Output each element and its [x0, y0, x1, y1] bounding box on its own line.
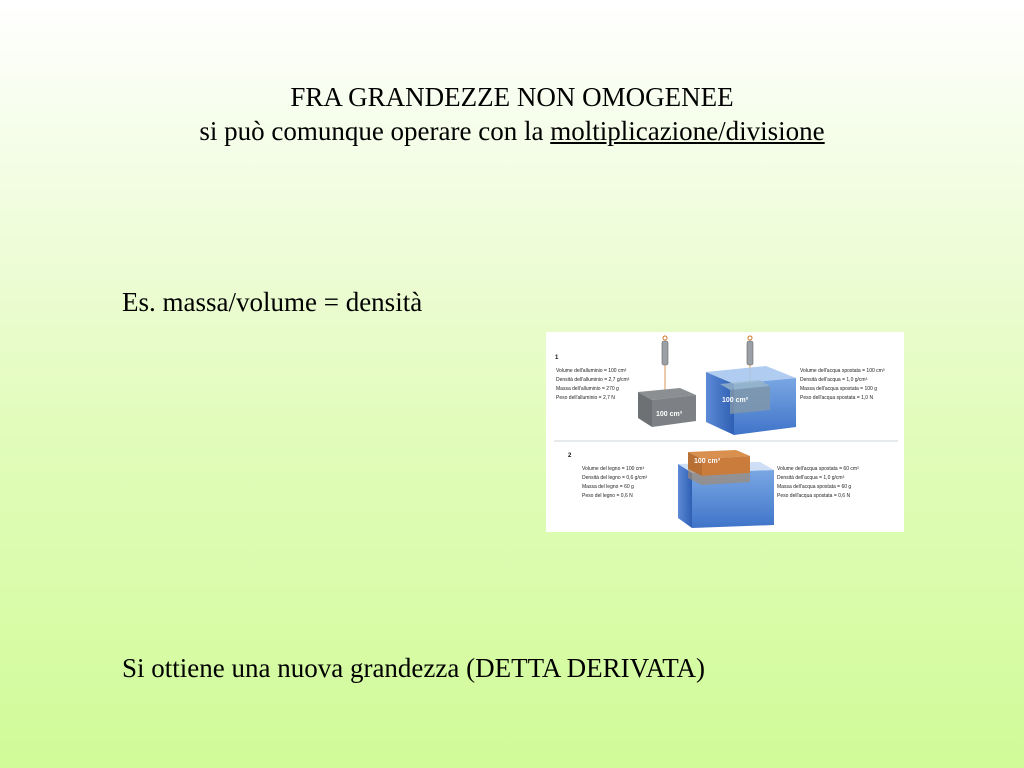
panel-1-right-label: Volume dell'acqua spostata = 100 cm³ — [800, 368, 885, 374]
panel-2-right-label: Peso dell'acqua spostata = 0,6 N — [777, 493, 851, 499]
panel-2-right-labels — [777, 466, 859, 499]
dynamometer-icon — [662, 336, 668, 390]
title-line-2-prefix: si può comunque operare con la — [199, 116, 551, 146]
density-figure — [546, 332, 904, 532]
panel-1-right-label: Peso dell'acqua spostata = 1,0 N — [800, 395, 874, 401]
cube-label: 100 cm³ — [722, 397, 749, 404]
density-illustration — [546, 332, 904, 532]
panel-1-right-label: Densità dell'acqua = 1,0 g/cm³ — [800, 377, 868, 383]
panel-2-right-label: Densità dell'acqua = 1,0 g/cm³ — [777, 475, 845, 481]
panel-1-left-label: Volume dell'alluminio = 100 cm³ — [556, 368, 627, 374]
title-line-2 — [0, 114, 1024, 148]
title-line-2-underlined: moltiplicazione/divisione — [550, 116, 825, 146]
panel-1-right-labels — [800, 368, 885, 401]
panel-1-right-label: Massa dell'acqua spostata = 100 g — [800, 386, 877, 392]
panel-1-number: 1 — [555, 355, 559, 361]
conclusion-text: Si ottiene una nuova grandezza (DETTA DERIVATA) — [122, 653, 706, 683]
aluminium-cube — [638, 388, 696, 427]
cube-label: 100 cm³ — [656, 411, 683, 418]
panel-2-left-label: Peso del legno = 0,6 N — [582, 493, 633, 499]
example-text: Es. massa/volume = densità — [122, 287, 423, 317]
panel-2-left-label: Densità del legno = 0,6 g/cm³ — [582, 475, 648, 481]
panel-2-left-label: Massa del legno = 60 g — [582, 484, 634, 490]
panel-1-left-label: Densità dell'alluminio = 2,7 g/cm³ — [556, 377, 630, 383]
panel-2-number: 2 — [568, 453, 572, 459]
cube-label: 100 cm³ — [694, 458, 721, 465]
panel-2-right-label: Massa dell'acqua spostata = 60 g — [777, 484, 852, 490]
wood-block — [688, 450, 750, 485]
panel-2-left-labels — [582, 466, 648, 499]
panel-2-left-label: Volume del legno = 100 cm³ — [582, 466, 645, 472]
slide-title — [0, 80, 1024, 148]
panel-1-left-label: Massa dell'alluminio = 270 g — [556, 386, 619, 392]
panel-1-left-label: Peso dell'alluminio = 2,7 N — [556, 395, 615, 401]
title-line-1: FRA GRANDEZZE NON OMOGENEE — [290, 82, 734, 112]
panel-1-left-labels — [556, 368, 630, 401]
panel-2-right-label: Volume dell'acqua spostata = 60 cm³ — [777, 466, 859, 472]
water-tank — [706, 366, 796, 435]
